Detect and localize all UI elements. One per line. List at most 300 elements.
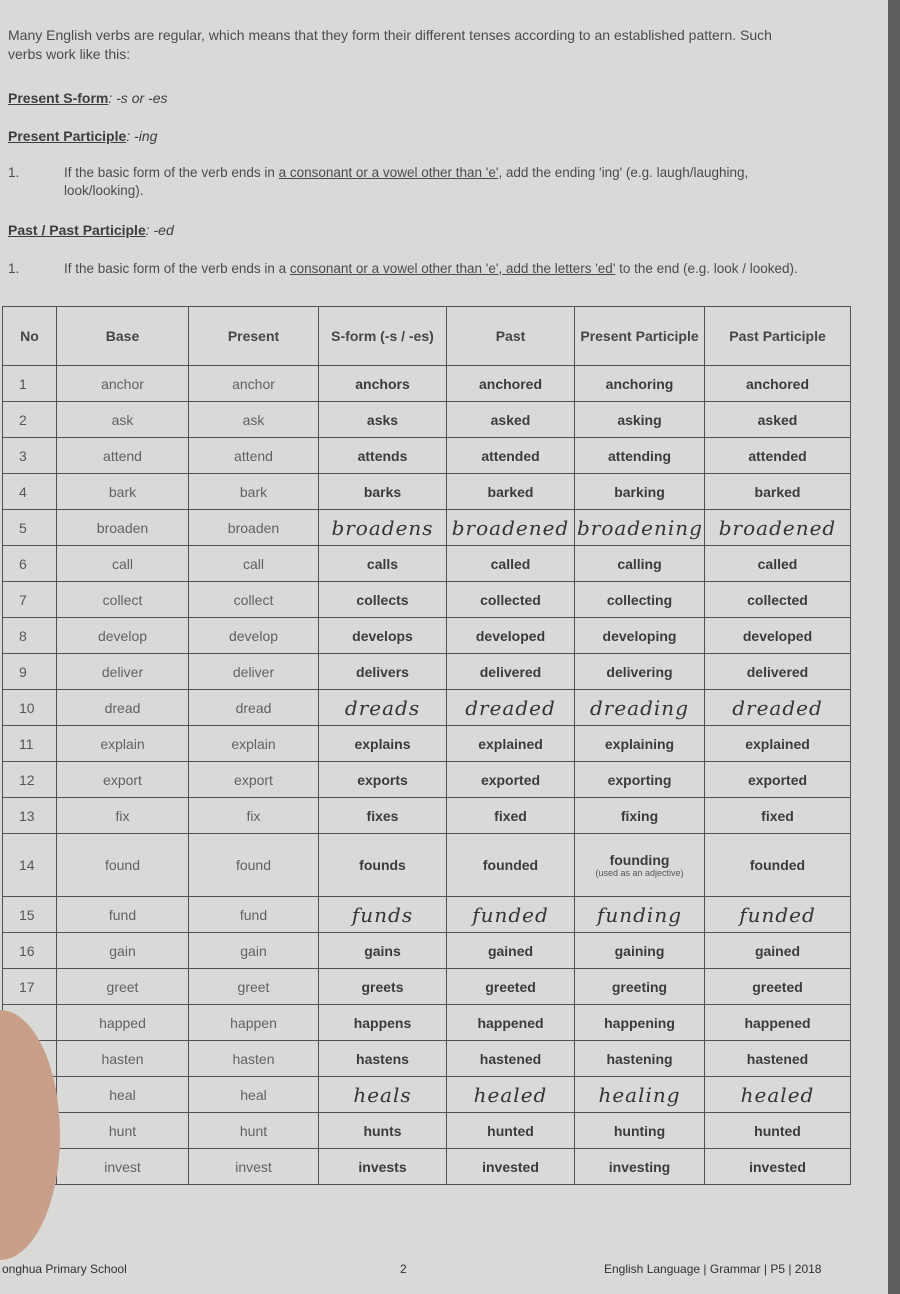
cell-text: 11 bbox=[19, 735, 34, 752]
cell-past-participle bbox=[705, 582, 851, 618]
cell-text: 2 bbox=[19, 411, 27, 428]
cell-text: exports bbox=[357, 771, 408, 788]
cell-past-participle bbox=[705, 798, 851, 834]
cell-s-form bbox=[319, 897, 447, 933]
cell-text: attended bbox=[481, 447, 540, 464]
cell-present-participle bbox=[575, 897, 705, 933]
header-past-participle: Past Participle bbox=[705, 307, 851, 366]
table-row bbox=[3, 897, 851, 933]
header-past: Past bbox=[447, 307, 575, 366]
cell-text: developing bbox=[602, 627, 677, 644]
cell-no bbox=[3, 582, 57, 618]
cell-text: collect bbox=[102, 591, 143, 608]
cell-text: hunting bbox=[613, 1122, 666, 1139]
cell-past bbox=[447, 834, 575, 897]
cell-text: greeted bbox=[485, 978, 536, 995]
cell-text: anchored bbox=[478, 375, 542, 392]
table-row bbox=[3, 798, 851, 834]
cell-s-form bbox=[319, 1005, 447, 1041]
intro-paragraph: Many English verbs are regular, which means that they form their different tenses according to an established pattern. Such verbs work like this: bbox=[8, 27, 772, 62]
cell-text: collected bbox=[747, 591, 808, 608]
cell-base bbox=[57, 618, 189, 654]
rule-ing-underlined: a consonant or a vowel other than 'e' bbox=[278, 165, 499, 180]
cell-text: greet bbox=[237, 978, 270, 995]
cell-past bbox=[447, 1077, 575, 1113]
cell-text: hunts bbox=[363, 1122, 402, 1139]
cell-past bbox=[447, 402, 575, 438]
cell-base bbox=[57, 402, 189, 438]
cell-present-participle bbox=[575, 1077, 705, 1113]
cell-text: call bbox=[242, 555, 264, 572]
table-row bbox=[3, 402, 851, 438]
cell-text: invests bbox=[358, 1158, 407, 1175]
rule-ing-text-after: , add the ending 'ing' (e.g. laugh/laughing, look/looking). bbox=[64, 165, 749, 198]
rule-ed bbox=[8, 260, 828, 278]
cell-text: asked bbox=[490, 411, 531, 428]
cell-text: dread bbox=[104, 699, 141, 716]
heading-s-form bbox=[8, 90, 167, 106]
cell-past-participle bbox=[705, 897, 851, 933]
table-header-row bbox=[3, 307, 851, 366]
heading-s-form-suffix: : -s or -es bbox=[108, 90, 168, 106]
cell-text: explained bbox=[745, 735, 810, 752]
table-row bbox=[3, 1149, 851, 1185]
cell-present bbox=[189, 1005, 319, 1041]
cell-text: calls bbox=[366, 555, 399, 572]
table-row bbox=[3, 969, 851, 1005]
cell-text: develop bbox=[228, 627, 279, 644]
rule-ed-number: 1. bbox=[8, 261, 20, 276]
verb-forms-table bbox=[2, 306, 851, 1185]
cell-s-form bbox=[319, 969, 447, 1005]
cell-text: barked bbox=[487, 483, 534, 500]
table-row bbox=[3, 510, 851, 546]
table-row bbox=[3, 546, 851, 582]
cell-text: healed bbox=[740, 1082, 815, 1107]
cell-text: exporting bbox=[607, 771, 672, 788]
heading-present-participle-suffix: : -ing bbox=[126, 128, 158, 144]
cell-text: greeted bbox=[752, 978, 803, 995]
header-no: No bbox=[3, 307, 57, 366]
cell-text: 3 bbox=[19, 447, 27, 464]
cell-no bbox=[3, 654, 57, 690]
cell-text: hunted bbox=[754, 1122, 801, 1139]
cell-present-participle bbox=[575, 402, 705, 438]
rule-ed-text bbox=[64, 260, 798, 278]
cell-text: broadened bbox=[718, 515, 837, 540]
cell-text: collected bbox=[480, 591, 541, 608]
cell-present-participle bbox=[575, 834, 705, 897]
footer-page-number: 2 bbox=[400, 1262, 407, 1276]
cell-present-participle bbox=[575, 1113, 705, 1149]
cell-text: fund bbox=[239, 906, 268, 923]
cell-s-form bbox=[319, 690, 447, 726]
cell-past-participle bbox=[705, 690, 851, 726]
cell-past-participle bbox=[705, 654, 851, 690]
cell-text: ask bbox=[242, 411, 265, 428]
cell-text: hasten bbox=[101, 1050, 144, 1067]
cell-present bbox=[189, 897, 319, 933]
table-row bbox=[3, 582, 851, 618]
cell-no bbox=[3, 618, 57, 654]
cell-no bbox=[3, 726, 57, 762]
cell-text: delivered bbox=[479, 663, 542, 680]
cell-text: attend bbox=[103, 447, 142, 464]
cell-past bbox=[447, 1113, 575, 1149]
cell-text: gain bbox=[240, 942, 267, 959]
cell-past-participle bbox=[705, 1077, 851, 1113]
cell-past-participle bbox=[705, 1041, 851, 1077]
cell-past-participle bbox=[705, 834, 851, 897]
cell-s-form bbox=[319, 618, 447, 654]
cell-text: hunted bbox=[487, 1122, 534, 1139]
cell-past-participle bbox=[705, 762, 851, 798]
cell-text: found bbox=[104, 857, 141, 873]
cell-text: barks bbox=[363, 483, 402, 500]
cell-present-participle bbox=[575, 1149, 705, 1185]
cell-base bbox=[57, 690, 189, 726]
cell-no bbox=[3, 798, 57, 834]
cell-text: hastened bbox=[479, 1050, 542, 1067]
cell-text: 15 bbox=[19, 906, 35, 923]
cell-present-participle bbox=[575, 933, 705, 969]
rule-ing-text bbox=[64, 164, 828, 200]
cell-past bbox=[447, 438, 575, 474]
cell-text: asked bbox=[757, 411, 798, 428]
table-row bbox=[3, 762, 851, 798]
cell-text: attends bbox=[357, 447, 408, 464]
cell-text: dreaded bbox=[465, 695, 556, 720]
cell-past bbox=[447, 897, 575, 933]
cell-base bbox=[57, 798, 189, 834]
cell-text: calling bbox=[617, 555, 662, 572]
cell-text: broaden bbox=[227, 519, 280, 536]
cell-no bbox=[3, 969, 57, 1005]
header-present: Present bbox=[189, 307, 319, 366]
cell-text: investing bbox=[608, 1158, 671, 1175]
cell-present bbox=[189, 834, 319, 897]
cell-text: 1 bbox=[19, 375, 27, 392]
cell-text: exported bbox=[747, 771, 808, 788]
cell-base bbox=[57, 969, 189, 1005]
cell-base bbox=[57, 582, 189, 618]
cell-present bbox=[189, 654, 319, 690]
cell-present bbox=[189, 933, 319, 969]
cell-text: happen bbox=[230, 1014, 277, 1031]
cell-text: heal bbox=[240, 1086, 267, 1103]
cell-text: barking bbox=[614, 483, 665, 500]
cell-past-participle bbox=[705, 726, 851, 762]
cell-s-form bbox=[319, 582, 447, 618]
cell-text: bark bbox=[108, 483, 137, 500]
cell-s-form bbox=[319, 1113, 447, 1149]
cell-text: delivers bbox=[356, 663, 409, 680]
cell-present bbox=[189, 1113, 319, 1149]
cell-text: funding bbox=[596, 902, 683, 927]
cell-text: 7 bbox=[19, 591, 27, 608]
table-row bbox=[3, 366, 851, 402]
cell-text: explain bbox=[100, 735, 145, 752]
footer-course: English Language | Grammar | P5 | 2018 bbox=[604, 1262, 822, 1276]
cell-present-participle bbox=[575, 510, 705, 546]
cell-text: greets bbox=[361, 978, 404, 995]
cell-present bbox=[189, 582, 319, 618]
cell-text: hunt bbox=[239, 1122, 268, 1139]
heading-present-participle-title: Present Participle bbox=[8, 128, 127, 144]
cell-text: export bbox=[234, 771, 273, 788]
cell-no bbox=[3, 510, 57, 546]
cell-present-participle bbox=[575, 762, 705, 798]
cell-text: deliver bbox=[101, 663, 144, 680]
cell-text: exported bbox=[480, 771, 541, 788]
cell-s-form bbox=[319, 933, 447, 969]
cell-past-participle bbox=[705, 546, 851, 582]
cell-text: attending bbox=[608, 447, 671, 464]
rule-ed-text-before: If the basic form of the verb ends in a bbox=[64, 261, 290, 276]
cell-base bbox=[57, 438, 189, 474]
cell-text: develops bbox=[352, 627, 413, 644]
cell-text: 14 bbox=[19, 857, 35, 873]
cell-no bbox=[3, 546, 57, 582]
cell-text: 8 bbox=[19, 627, 27, 644]
cell-base bbox=[57, 546, 189, 582]
cell-base bbox=[57, 834, 189, 897]
cell-s-form bbox=[319, 474, 447, 510]
cell-past bbox=[447, 1041, 575, 1077]
cell-text: gaining bbox=[614, 942, 665, 959]
cell-present bbox=[189, 510, 319, 546]
cell-text: founding bbox=[609, 852, 670, 868]
cell-past-participle bbox=[705, 438, 851, 474]
cell-s-form bbox=[319, 402, 447, 438]
cell-text: fund bbox=[108, 906, 137, 923]
cell-present bbox=[189, 546, 319, 582]
cell-base bbox=[57, 726, 189, 762]
cell-text: collect bbox=[233, 591, 274, 608]
cell-text: anchored bbox=[745, 375, 809, 392]
cell-s-form bbox=[319, 438, 447, 474]
cell-past bbox=[447, 798, 575, 834]
cell-text: greeting bbox=[611, 978, 668, 995]
cell-text: explain bbox=[231, 735, 276, 752]
cell-text: heals bbox=[353, 1082, 412, 1107]
cell-text: healed bbox=[473, 1082, 548, 1107]
table-row bbox=[3, 654, 851, 690]
cell-text: delivering bbox=[606, 663, 673, 680]
heading-past-title: Past / Past Participle bbox=[8, 222, 146, 238]
cell-s-form bbox=[319, 1077, 447, 1113]
cell-s-form bbox=[319, 798, 447, 834]
cell-s-form bbox=[319, 726, 447, 762]
cell-text: funded bbox=[472, 902, 549, 927]
cell-text: collects bbox=[356, 591, 409, 608]
cell-present-participle bbox=[575, 1005, 705, 1041]
cell-present-participle bbox=[575, 546, 705, 582]
cell-base bbox=[57, 933, 189, 969]
cell-text: attend bbox=[234, 447, 273, 464]
cell-text: fixing bbox=[620, 807, 659, 824]
cell-text: hunt bbox=[108, 1122, 137, 1139]
cell-past bbox=[447, 582, 575, 618]
cell-text: hastening bbox=[606, 1050, 673, 1067]
cell-past-participle bbox=[705, 474, 851, 510]
cell-s-form bbox=[319, 546, 447, 582]
cell-base bbox=[57, 1041, 189, 1077]
cell-present-participle bbox=[575, 969, 705, 1005]
cell-text: call bbox=[111, 555, 133, 572]
cell-base bbox=[57, 1113, 189, 1149]
cell-present-participle bbox=[575, 618, 705, 654]
cell-text: hastened bbox=[746, 1050, 809, 1067]
cell-present-participle bbox=[575, 366, 705, 402]
cell-text: called bbox=[757, 555, 798, 572]
cell-text: dread bbox=[235, 699, 272, 716]
cell-present-participle bbox=[575, 726, 705, 762]
cell-text: bark bbox=[239, 483, 268, 500]
cell-text: funded bbox=[739, 902, 816, 927]
cell-text: invested bbox=[482, 1158, 539, 1175]
cell-present-participle bbox=[575, 582, 705, 618]
header-present-participle: Present Participle bbox=[575, 307, 705, 366]
cell-past bbox=[447, 474, 575, 510]
table-row bbox=[3, 1113, 851, 1149]
cell-base bbox=[57, 1077, 189, 1113]
cell-text: invest bbox=[104, 1158, 141, 1175]
cell-text: 16 bbox=[19, 942, 35, 959]
cell-present bbox=[189, 402, 319, 438]
cell-text: called bbox=[490, 555, 531, 572]
header-base: Base bbox=[57, 307, 189, 366]
cell-text: dreading bbox=[589, 695, 689, 720]
cell-text: founded bbox=[482, 857, 539, 873]
cell-text: 17 bbox=[19, 978, 35, 995]
cell-present bbox=[189, 1149, 319, 1185]
cell-present bbox=[189, 690, 319, 726]
cell-text: anchor bbox=[232, 375, 275, 392]
cell-text: export bbox=[103, 771, 142, 788]
cell-s-form bbox=[319, 654, 447, 690]
cell-text: explained bbox=[478, 735, 543, 752]
cell-text: 9 bbox=[19, 663, 27, 680]
cell-text: happening bbox=[604, 1014, 675, 1031]
cell-present-participle bbox=[575, 438, 705, 474]
cell-text: fixed bbox=[761, 807, 794, 824]
cell-text: dreads bbox=[344, 695, 421, 720]
cell-text: deliver bbox=[232, 663, 275, 680]
cell-text: 12 bbox=[19, 771, 35, 788]
cell-present-participle bbox=[575, 474, 705, 510]
heading-past bbox=[8, 222, 174, 238]
cell-text: 6 bbox=[19, 555, 27, 572]
cell-past bbox=[447, 510, 575, 546]
cell-past-participle bbox=[705, 933, 851, 969]
cell-text: developed bbox=[742, 627, 813, 644]
cell-present bbox=[189, 798, 319, 834]
cell-past bbox=[447, 546, 575, 582]
cell-base bbox=[57, 897, 189, 933]
rule-ing bbox=[8, 164, 828, 200]
cell-text: fixed bbox=[494, 807, 527, 824]
table-row bbox=[3, 474, 851, 510]
cell-text: happened bbox=[744, 1014, 811, 1031]
cell-present bbox=[189, 1041, 319, 1077]
cell-text: healing bbox=[598, 1082, 681, 1107]
cell-no bbox=[3, 438, 57, 474]
cell-text: founds bbox=[359, 857, 406, 873]
rule-ed-underlined: consonant or a vowel other than 'e', add the letters 'ed' bbox=[289, 261, 616, 276]
cell-past-participle bbox=[705, 402, 851, 438]
table-row bbox=[3, 618, 851, 654]
cell-text: asking bbox=[617, 411, 662, 428]
table-row bbox=[3, 726, 851, 762]
cell-present bbox=[189, 438, 319, 474]
cell-no bbox=[3, 897, 57, 933]
heading-s-form-title: Present S-form bbox=[8, 90, 109, 106]
cell-text: broaden bbox=[96, 519, 149, 536]
cell-present-participle bbox=[575, 1041, 705, 1077]
cell-text: gains bbox=[364, 942, 401, 959]
cell-s-form bbox=[319, 1149, 447, 1185]
cell-past bbox=[447, 969, 575, 1005]
rule-ing-text-before: If the basic form of the verb ends in bbox=[64, 165, 279, 180]
cell-text: developed bbox=[475, 627, 546, 644]
table-body bbox=[3, 366, 851, 1185]
cell-s-form bbox=[319, 366, 447, 402]
cell-text: explains bbox=[354, 735, 411, 752]
cell-past bbox=[447, 690, 575, 726]
header-s-form: S-form (-s / -es) bbox=[319, 307, 447, 366]
cell-base bbox=[57, 1149, 189, 1185]
table-row bbox=[3, 834, 851, 897]
cell-past bbox=[447, 726, 575, 762]
cell-text: happens bbox=[353, 1014, 412, 1031]
cell-text: fix bbox=[115, 807, 130, 824]
cell-past-participle bbox=[705, 969, 851, 1005]
cell-present-participle bbox=[575, 690, 705, 726]
cell-present-participle bbox=[575, 654, 705, 690]
cell-past-participle bbox=[705, 1113, 851, 1149]
cell-s-form bbox=[319, 762, 447, 798]
rule-ed-text-after: to the end (e.g. look / looked). bbox=[615, 261, 798, 276]
cell-no bbox=[3, 366, 57, 402]
cell-past bbox=[447, 1149, 575, 1185]
cell-text: invest bbox=[235, 1158, 272, 1175]
cell-present bbox=[189, 618, 319, 654]
cell-text: 5 bbox=[19, 519, 27, 536]
cell-text: greet bbox=[106, 978, 139, 995]
cell-text: found bbox=[235, 857, 272, 873]
cell-text: attended bbox=[748, 447, 807, 464]
cell-base bbox=[57, 654, 189, 690]
cell-text: 4 bbox=[19, 483, 27, 500]
table-row bbox=[3, 690, 851, 726]
cell-past-participle bbox=[705, 366, 851, 402]
cell-text: dreaded bbox=[732, 695, 823, 720]
table-row bbox=[3, 438, 851, 474]
cell-past bbox=[447, 654, 575, 690]
cell-note: (used as an adjective) bbox=[595, 868, 684, 878]
footer-school: onghua Primary School bbox=[2, 1262, 127, 1276]
cell-past bbox=[447, 618, 575, 654]
table-row bbox=[3, 1077, 851, 1113]
cell-present bbox=[189, 726, 319, 762]
cell-text: invested bbox=[749, 1158, 806, 1175]
cell-past bbox=[447, 933, 575, 969]
heading-present-participle bbox=[8, 128, 157, 144]
cell-no bbox=[3, 933, 57, 969]
rule-ing-number: 1. bbox=[8, 165, 20, 180]
cell-text: broadens bbox=[331, 515, 434, 540]
